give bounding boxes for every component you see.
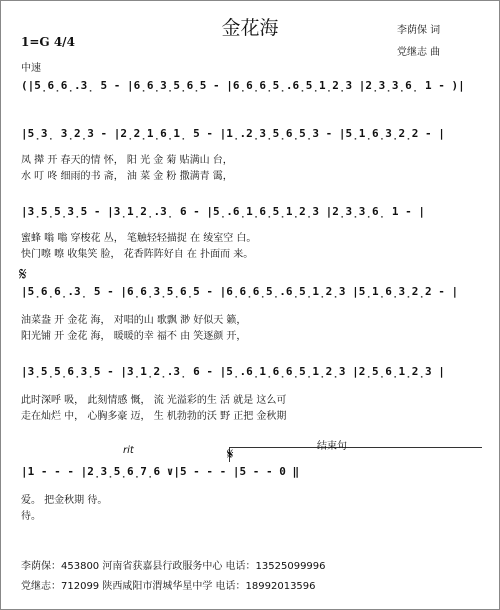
lyrics-line-5-verse-2: 走在灿烂 中， 心胸多豪 迈， 生 机勃勃的沃 野 正把 金秋期	[21, 411, 287, 422]
lyrics-line-4-verse-1: 油菜盎 开 金花 海， 对唱的山 歌飘 渺 好似天 籁，	[21, 315, 247, 326]
notation-line-2: |5̣3̣ 3̣2̣3 - |2̣2̣1̣6̣1̣ 5 - |1̣.2̣3̣5̣6̣5̣3 - |5̣1̣6̣3̣2̣2 - |	[21, 127, 445, 140]
tempo-marking: 中速	[21, 63, 41, 74]
song-title: 金花海	[221, 17, 279, 39]
lyrics-line-4-verse-2: 阳光铺 开 金花 海， 暖暖的幸 福不 由 笑逐颜 开，	[21, 331, 247, 342]
notation-line-3: |3̣5̣5̣3̣5 - |3̣1̣2̣.3̣ 6 - |5̣.6̣1̣6̣5̣1̣2̣3 |2̣3̣3̣6̣ 1 - |	[21, 205, 425, 218]
lyrics-line-6-verse-1: 爱。 把金秋期 待。	[21, 495, 108, 506]
lyricist-credit: 李荫保 词	[397, 25, 441, 36]
notation-line-5: |3̣5̣5̣6̣3̣5 - |3̣1̣2̣.3̣ 6 - |5̣.6̣1̣6̣6̣5̣1̣2̣3 |2̣5̣6̣1̣2̣3 |	[21, 365, 445, 378]
lyrics-line-2-verse-1: 凤 撵 开 春天的情 怀， 阳 光 金 菊 贴满山 台，	[21, 155, 233, 166]
segno-return-icon: 𝄋	[227, 445, 234, 463]
lyrics-line-2-verse-2: 水 叮 咚 细雨的书 斋， 油 菜 金 粉 撒满青 霭，	[21, 171, 233, 182]
key-signature: 1=G 4/4	[21, 35, 75, 49]
composer-credit: 党继志 曲	[397, 47, 441, 58]
segno-icon: 𝄋	[19, 264, 27, 285]
notation-line-1: (|5̣6̣6̣.3̣ 5 - |6̣6̣3̣5̣6̣5 - |6̣6̣6̣5̣.6̣5̣1̣2̣3 |2̣3̣3̣6̣ 1 - )|	[21, 79, 465, 92]
lyrics-line-5-verse-1: 此时深呼 吸， 此刻情感 慨， 流 光溢彩的生 活 就是 这么可	[21, 395, 287, 406]
lyrics-line-3-verse-2: 快门嚓 嚓 收集笑 脸， 花香阵阵好自 在 扑面而 来。	[21, 249, 254, 260]
lyrics-line-6-verse-2: 待。	[21, 511, 41, 522]
lyrics-line-3-verse-1: 蜜蜂 嗡 嗡 穿梭花 丛， 笔触轻轻描捉 在 绫室空 白。	[21, 233, 257, 244]
ending-label: 结束句	[317, 441, 347, 452]
notation-line-4: |5̣6̣6̣.3̣ 5 - |6̣6̣3̣5̣6̣5 - |6̣6̣6̣5̣.6̣5̣1̣2̣3 |5̣1̣6̣3̣2̣2 - |	[21, 285, 459, 298]
contact-lyricist: 李荫保：453800 河南省获嘉县行政服务中心 电话：13525099996	[21, 561, 326, 572]
ritardando-marking: rit	[123, 445, 134, 456]
contact-composer: 党继志：712099 陕西咸阳市渭城华星中学 电话：18992013596	[21, 581, 316, 592]
ending-bracket	[229, 447, 482, 462]
notation-line-6: |1 - - - |2̣3̣5̣6̣7̣6 ∨|5 - - - |5 - - 0 ‖	[21, 465, 300, 478]
